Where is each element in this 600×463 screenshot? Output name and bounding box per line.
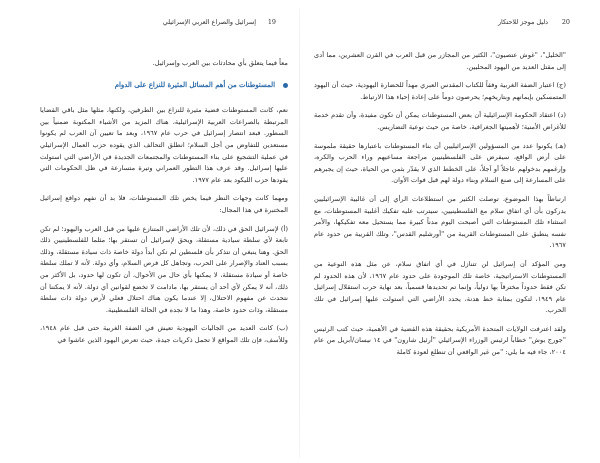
bullet-icon [283, 83, 288, 88]
right-page [300, 0, 600, 463]
paragraph: ولقد اعترفت الولايات المتحدة الأمريكية بحقيقة هذه القضية في الأهمية، حيث كتب الرئيس "جورج بوش" خطاباً لرئيس الوزراء الإسرائيلي "أرئيل شارون" في ١٤ نيسان/أبريل من عام ٢٠٠٤، جاء فيه ما يلي: "من غير الواقعي أن تنطلع لعودة كاملة [314, 324, 566, 357]
paragraph: (أ) لإسرائيل الحق في ذلك، لأن تلك الأراضي المتنازع عليها من قبل العرب واليهود؛ لم تكن تابعة لأي سلطة سيادية مستقلة، ويحق لإسرائيل أن تستقر بها؛ مثلما للفلسطينيين ذلك الحق. وهنا ينبغي أن نتذكر بأن فلسطين لم تكن أبداً دولة خاصة ذات سيادة مستقلة، وذلك بسبب العناد والإصرار على الحرب، وتجاهل كل فرص السلام، وأي دولة. لأنه لا تملك سلطة خاصة أو سيادة مستقلة، لا يمكنها بأي حال من الأحوال، أن تكون لها حدود، بل الأكثر من ذلك، أنه لا يمكن لأي أحد أن يستقر بها، مادامت لا تخضع لقوانين أي دولة. لأنه لا يمكننا أن نتحدث عن مفهوم الاحتلال، إلا عندما يكون هناك احتلال فعلي لأرض دولة ذات سلطة مستقلة، وذات حدود خاصة، وهذا ما لا نجده في الحالة الفلسطينية. [40, 224, 288, 314]
paragraph: ارتباطاً بهذا الموضوع، توصلت الكثير من استطلاعات الرأي إلى أن غالبية الإسرائيليين يدركون بأن أي اتفاق سلام مع الفلسطينيين، سيترتب عليه تفكيك أغلبية المستوطنات، مع استثناء تلك المستوطنات التي أصبحت اليوم مدناً كبيرة مما يستحيل معه تفكيكها، والأمر نفسه ينطبق على المستوطنات القريبة من "أورشليم القدس"، وتلك القريبة من حدود عام ١٩٦٧. [314, 194, 566, 250]
paragraph: ومن المؤكد أن إسرائيل لن تتنازل في أي اتفاق سلام، عن مثل هذه النوعية من المستوطنات الاستراتيجية، خاصة تلك الموجودة على حدود عام ١٩٦٧، لأن هذه الحدود لم تكن فقط حدوداً مخترقاً بها دولياً، وإنما تم تحديدها قسمياً، بعد نهاية حرب استقلال إسرائيل عام ١٩٤٩، لتكون بمثابة خط هدنة، يحدد الأراضي التي استولت عليها إسرائيل في تلك الحرب. [314, 259, 566, 315]
section-heading [40, 80, 288, 92]
right-page-body [314, 50, 566, 366]
left-page-body [40, 58, 288, 353]
paragraph: ومهما كانت وجهات النظر فيما يخص تلك المستوطنات، فلا بد أن نفهم دوافع إسرائيل المختبرة في هذا المجال: [40, 194, 288, 214]
paragraph: (هـ) يكونوا عدد من المسؤولين الإسرائيليين أن بناء المستوطنات باعتبارها حقيقة ملموسة على أرض الواقع، سيفرض على الفلسطينيين مراجعة مساعيهم وراء الحرب والكره، وإرغمهم بدخولهم عاجلاً أو آجلاً، على الخطط الذي لا يقدّر بثمن من الحياة، حيث إن يجبرهم على المسارعة إلى صنع السلام وبناء دولة لهم قبل فوات الأوان. [314, 141, 566, 185]
right-page-running-title: دليل موجز للاحتكار [497, 18, 548, 26]
paragraph: نعم، كانت المستوطنات قضية مثيرة للنزاع بين الطرفين، ولكنها، مثلها مثل باقي القضايا المرتبطة بالصراعات العربية الإسرائيلية، هناك المزيد من الأشياء المكتوبة ضمنياً بين السطور. فبعد انتصار إسرائيل في حرب عام ١٩٦٧، وبعد ما تعيين آن العرب لم يكونوا مستعدين للتفاوض من أجل السلام؛ انطلق التحالف الذي يقوده حزب العمال الإسرائيلي في عملية التشجيع على بناء المستوطنات والمجتمعات الجديدة في الأراضي التي استولت عليها إسرائيل. وقد عرف هذا التطور العمراني وتيرة متسارعة في ظل الحكومات التي يقودها حزب الليكود بعد عام ١٩٧٧. [40, 106, 288, 184]
section-heading-text: المستوطنات من أهم المسائل المثيرة للنزاع على الدوام [114, 80, 275, 89]
paragraph: "الخليل"، "غوش عتصيون"، الكثير من المجازر من قبل العرب في القرن العشرين، مما أدى إلى مقتل العديد من اليهود المحليين. [314, 51, 566, 71]
left-page-number: 19 [267, 18, 276, 26]
intro-paragraph: معاً فيما يتعلق بأي محادثات بين العرب وإسرائيل. [152, 59, 288, 67]
left-page-running-title: إسرائيل والصراع العربي الإسرائيلي [162, 18, 256, 26]
paragraph: (د) اعتقاد الحكومة الإسرائيلية أن بعض المستوطنات يمكن أن تكون مفيدة، وأن تقدم خدمة للأغراض الأمنية؛ لأهميتها الجغرافية، خاصة من حيث نوعية التضاريس. [314, 111, 566, 131]
paragraph: (ب) كانت العديد من الجاليات اليهودية تعيش في الضفة الغربية حتى قبل عام ١٩٤٨، وللأسف، فإن تلك المواقع لا تحمل ذكريات جيدة، حيث تعرض اليهود الذين عاشوا في [40, 324, 288, 344]
paragraph: (ج) اعتبار الضفة الغربية وفقاً للكتاب المقدس العبري مهداً للحضارة اليهودية، حيث أن اليهود المتمسكين بإيمانهم وبتاريخهم؛ يحرصون دوماً على إعادة إحياء هذا الارتباط. [314, 81, 566, 101]
right-page-number: 20 [561, 18, 570, 26]
